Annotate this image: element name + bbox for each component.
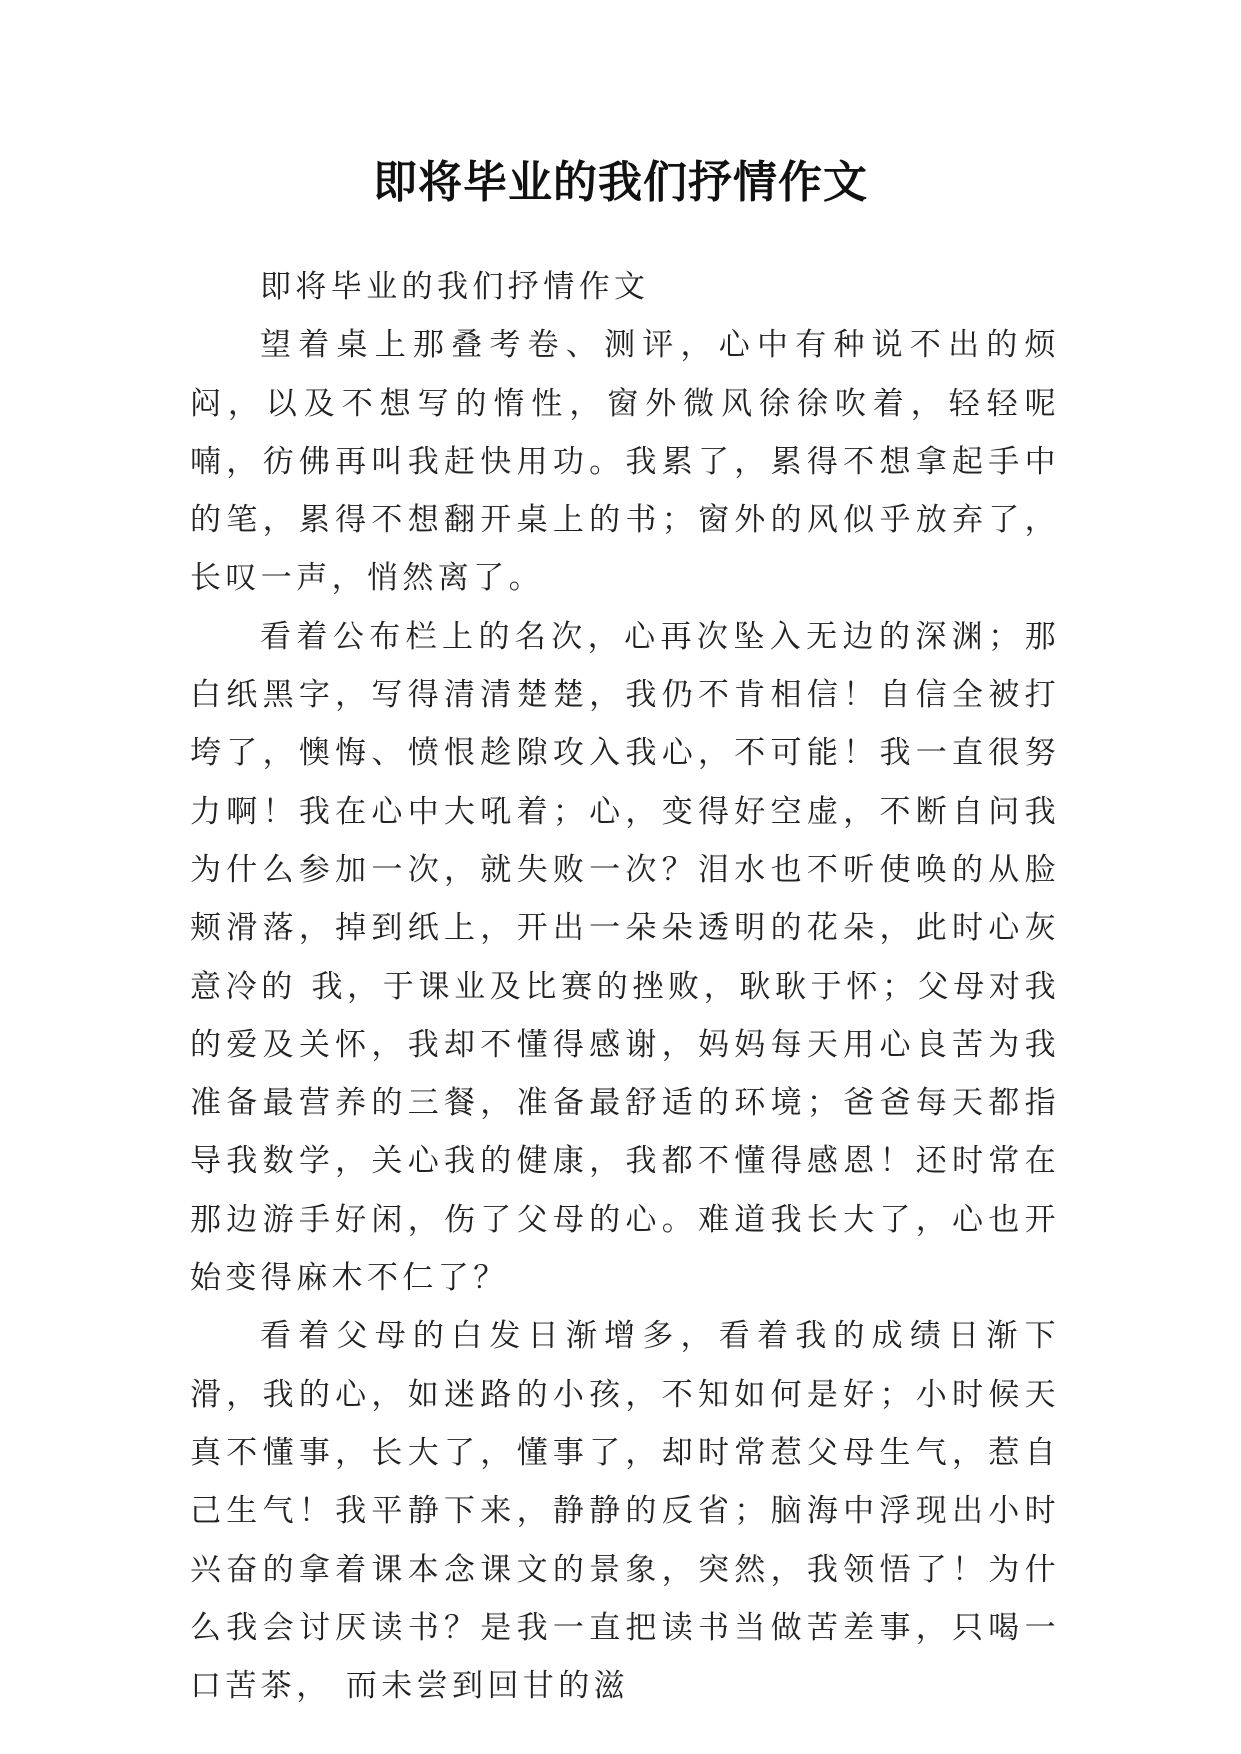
paragraph: 望着桌上那叠考卷、测评，心中有种说不出的烦闷，以及不想写的惰性，窗外微风徐徐吹着，轻轻呢喃，彷佛再叫我赶快用功。我累了，累得不想拿起手中的笔，累得不想翻开桌上的书；窗外的风似乎放弃了，长叹一声，悄然离了。 (190, 327, 1060, 597)
paragraph-subtitle: 即将毕业的我们抒情作文 (260, 269, 650, 305)
document-title: 即将毕业的我们抒情作文 (373, 157, 868, 208)
paragraph: 看着父母的白发日渐增多，看着我的成绩日渐下滑，我的心，如迷路的小孩，不知如何是好；小时候天真不懂事，长大了，懂事了，却时常惹父母生气，惹自己生气！我平静下来，静静的反省；脑海中浮现出小时兴奋的拿着课本念课文的景象，突然，我领悟了！为什么我会讨厌读书？是我一直把读书当做苦差事，只喝一口苦茶， 而未尝到回甘的滋 (190, 1318, 1060, 1705)
document-body (190, 258, 1060, 1715)
paragraph: 看着公布栏上的名次，心再次坠入无边的深渊；那白纸黑字，写得清清楚楚，我仍不肯相信！自信全被打垮了，懊悔、愤恨趁隙攻入我心，不可能！我一直很努力啊！我在心中大吼着；心，变得好空虚，不断自问我为什么参加一次，就失败一次？泪水也不听使唤的从脸颊滑落，掉到纸上，开出一朵朵透明的花朵，此时心灰意冷的 我，于课业及比赛的挫败，耿耿于怀；父母对我的爱及关怀，我却不懂得感谢，妈妈每天用心良苦为我准备最营养的三餐，准备最舒适的环境；爸爸每天都指导我数学，关心我的健康，我都不懂得感恩！还时常在那边游手好闲，伤了父母的心。难道我长大了，心也开始变得麻木不仁了？ (190, 618, 1060, 1297)
